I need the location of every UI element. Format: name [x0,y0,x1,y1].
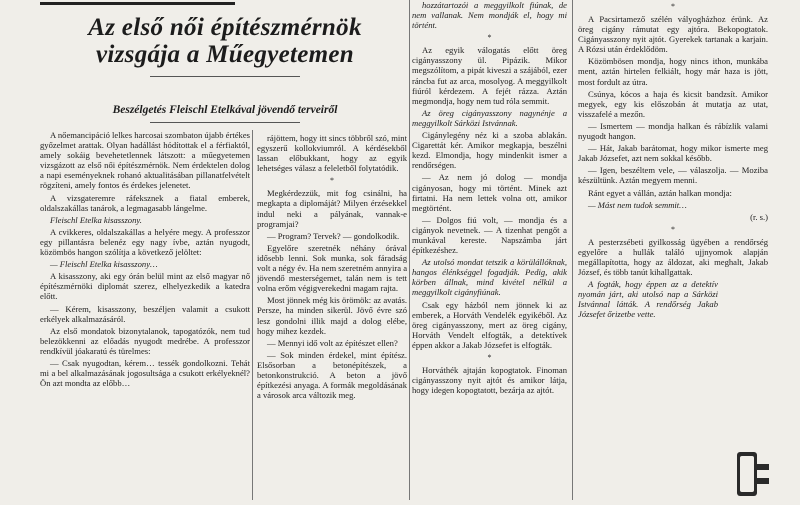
column-a [40,130,250,500]
advertisement-illustration-icon [725,448,780,500]
top-rule [40,2,235,5]
paragraph: — Kérem, kisasszony, beszéljen valamit a csukott erkélyek alkalmazásáról. [40,303,250,324]
paragraph: Az egyik válogatás előtt öreg cigányasszony ül. Pipázik. Mikor megszólítom, a pipát kiveszi a szájából, ezer ráncba fut az arca, mosolyog. A meggyilkolt fiúról kérdezem. A fejét rázza. Aztán megmondja, hogy nem tud róla semmit. [412,45,567,106]
paragraph: Fleischl Etelka kisasszony. [50,214,142,225]
paragraph: A Pacsirtamező szélén vályogházhoz érünk. Az öreg cigány rámutat egy ajtóra. Bekopogtatok. Cigányasszony nyit ajtót. Gyerekek tartanak a karjain. A Rózsi után érdeklődöm. [578,14,768,55]
paragraph: A cvikkeres, oldalszakállas a helyére megy. A professzor egy pillantásra belenéz egy nagy ívbe, aztán nyugodt, közömbös hangon szólítja a következő jelöltet: [40,226,250,258]
paragraph: — Sok minden érdekel, mint építész. Elsősorban a betonépítészek, a betonkonstrukció. A beton a jövő építkezési anyaga. A formák megoldásának a városok arca változik meg. [257,349,407,401]
headline-divider [150,76,300,77]
paragraph: Csak egy házból nem jönnek ki az emberek, a Horváth Vendelék egyikéből. Az öreg cigányasszony, mert az öreg cigány, Horváth Vendelt elfogták, a detektívek éppen akkor a Jakab Józsefet is elfogták. [412,299,567,350]
paragraph: — Hát, Jakab barátomat, hogy mikor ismerte meg Jakab Józsefet, azt nem sokkal később. [578,143,768,164]
paragraph: Megkérdezzük, mit fog csinálni, ha megkapta a diplomáját? Milyen érzésekkel indul neki a pályának, vannak-e programjai? [257,188,407,229]
paragraph: A vizsgateremre ráfeksznek a fiatal emberek, oldalszakállas tanárok, a legmagasabb lángelme. [40,192,250,213]
section-separator: * [671,224,675,234]
paragraph: Most jönnek még kis örömök: az avatás. Persze, ha minden sikerül. Jövő évre szó lesz gondolni illik majd a dolog elébe, hogy mihez kezdek. [257,295,407,336]
paragraph: — Igen, beszéltem vele, — válaszolja. — Moziba készültünk. Aztán megyem menni. [578,165,768,186]
paragraph: — Mást nem tudok semmit… [588,199,687,210]
paragraph: Az öreg cigányasszony nagynénje a meggyilkolt Sárközi Istvánnak. [412,107,567,128]
paragraph: — Csak nyugodtan, kérem… tessék gondolkozni. Tehát mi a bel alkalmazásának jogosultsága a csukott erkélyeknél? Ön azt mondta az előbb… [40,357,250,389]
paragraph: Ránt egyet a vállán, aztán halkan mondja: [588,187,732,198]
column-b [257,133,407,500]
paragraph: — Ismertem — mondja halkan és rábízlik valami nyugodt hangon. [578,120,768,142]
paragraph: A nőemancipáció lelkes harcosai szombaton újabb értékes győzelmet arattak. Olyan hadállást hódítottak el a férfiaktól, amely sokáig bevehetetlennek látszott: a műegyetemen vizsgázott az első női építészmérnök. Nem érdektelen dolog a napi eseményeknek rohanó aktualitásában pillanatfelvételt rögzíteni, amely fontos és érdekes jelenetet. [40,130,250,191]
paragraph: Az utolsó mondat tetszik a körülállóknak, hangos élénkséggel fogadják. Pedig, akik körben állnak, mind kivétel nélkül a meggyilkolt cigányfiúnak. [412,257,567,298]
paragraph: Közömbösen mondja, hogy nincs ithon, munkába ment, aztán hirtelen felkiált, hogy már haza is jött, most fordult az útra. [578,56,768,87]
column-rule-a [252,130,253,500]
column-c [412,0,567,500]
paragraph: A pesterzsébeti gyilkosság ügyében a rendőrség egyelőre a hullák találó ujjnyomok alapján megállapította, hogy az áldozat, aki meghalt, Jakab József, és több tanút kihallgattak. [578,236,768,278]
paragraph: Egyelőre szeretnék néhány órával idősebb lenni. Sok munka, sok fáradság volt a négy év. Ha nem szeretném annyira a jövendő mesterségemet, talán nem is tett volna erőm végigverekedni magam rajta. [257,242,407,294]
paragraph: rájöttem, hogy itt sincs többről szó, mint egyszerű kollokviumról. A kérdésekből lassan előbukkant, hogy az egyik lehetséges válasz a feleletből folytatódik. [257,133,407,174]
section-separator: * [487,33,492,43]
section-separator: * [330,176,334,186]
paragraph: A fogták, hogy éppen az a detektív nyomán járt, aki utolsó nap a Sárközi Istvánnal látták. A rendőrség Jakab Józsefet őrizetbe vette. [578,279,718,320]
column-rule-b [409,0,410,500]
article-headline [40,14,410,68]
paragraph: — Program? Tervek? — gondolkodik. [267,230,400,241]
paragraph: hozzátartozói a meggyilkolt fiúnak, de nem vallanak. Nem mondják el, hogy mi történt. [412,0,567,31]
column-rule-c [572,0,573,500]
paragraph: A kisasszony, aki egy órán belül mint az első magyar nő építészmérnöki diplomát szerez, elhelyezkedik a katedra előtt. [40,271,250,302]
section-separator: * [487,353,492,362]
paragraph: Az első mondatok bizonytalanok, tapogatózók, nem tud belezökkenni az előadás nyugodt medrébe. A professzor rendkívül jóakaratú és türelmes: [40,325,250,356]
paragraph: Cigánylegény néz ki a szoba ablakán. Cigarettát kér. Amikor megkapja, beszélni kezd. Elmondja, hogy mindenkit ismer a rendőrségen. [412,130,567,171]
headline-line-2: vizsgája a Műegyetemen [96,41,354,68]
author-signature: (r. s.) [750,211,768,222]
headline-line-1: Az első női építészmérnök [88,14,362,41]
subhead-divider [150,122,300,123]
paragraph: — Mennyi idő volt az építészet ellen? [267,337,398,348]
article-subheadline: Beszélgetés Fleischl Etelkával jövendő terveiről [112,104,338,116]
column-d [578,0,768,500]
paragraph: Csúnya, kócos a haja és kicsit bandzsít. Amikor megyek, egy kis előszobán át mutatja az utat, visszafelé a mezőn. [578,88,768,119]
paragraph: Horváthék ajtaján kopogtatok. Finoman cigányasszony nyit ajtót és amikor látja, hogy idegen kopogtatott, bezárja az ajtót. [412,365,567,396]
section-separator: * [671,2,675,11]
paragraph: — Az nem jó dolog — mondja cigányosan, hogy mi történt. Minek azt firtatni. Ha nem lettek volna ott, amikor megtörtént. [412,172,567,213]
paragraph: — Dolgos fiú volt, — mondja és a cigányok nevetnek. — A tizenhat pengőt a munkával kereste. Napszámba járt építkezéshez. [412,214,567,256]
paragraph: — Fleischl Etelka kisasszony… [50,259,158,270]
